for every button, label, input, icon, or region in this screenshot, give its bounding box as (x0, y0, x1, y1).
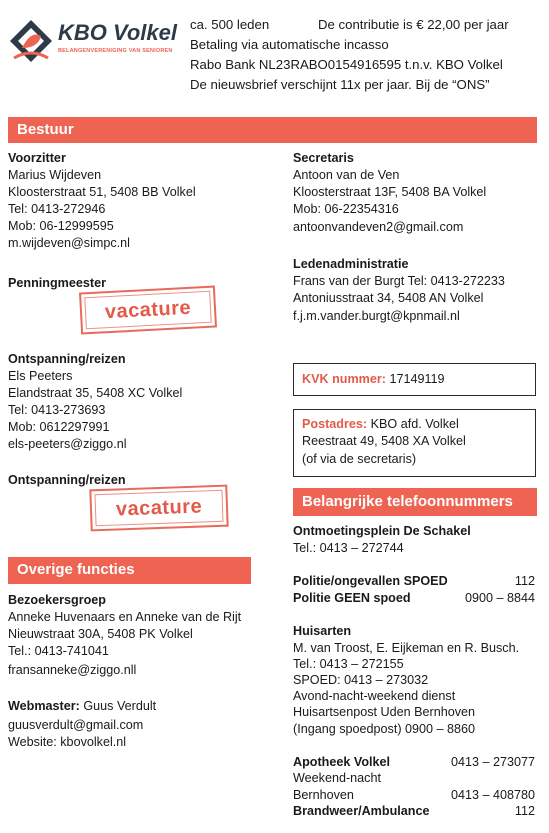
telefoon-header: Belangrijke telefoonnummers (293, 488, 537, 516)
huisarts-dienst: Avond-nacht-weekend dienst (293, 689, 456, 703)
leden-name-tel: Frans van der Burgt Tel: 0413-272233 (293, 274, 505, 288)
bezoekers-address: Nieuwstraat 30A, 5408 PK Volkel (8, 627, 193, 641)
apotheek-label: Apotheek Volkel (293, 755, 391, 769)
bezoekers-tel: Tel.: 0413-741041 (8, 644, 109, 658)
vacature-stamp (79, 285, 217, 334)
huisarts-ingang: (Ingang spoedpost) 0900 – 8860 (293, 722, 476, 736)
logo (8, 18, 188, 68)
logo-name: KBO Volkel (58, 20, 177, 45)
bernhoven-label: Bernhoven (293, 788, 354, 802)
ontspanning1-tel: Tel: 0413-273693 (8, 403, 106, 417)
vacature-stamp-text: vacature (104, 296, 192, 324)
apotheek-weekend: Weekend-nacht (293, 771, 381, 785)
secretaris-name: Antoon van de Ven (293, 168, 400, 182)
header-nieuwsbrief: De nieuwsbrief verschijnt 11x per jaar. Bij de “ONS” (190, 77, 490, 92)
bezoekers-email[interactable]: fransanneke@ziggo.nll (8, 663, 137, 677)
politie-spoed-num: 112 (514, 574, 535, 588)
vacature-stamp-text: vacature (115, 495, 203, 521)
kvk-box (293, 363, 536, 396)
bernhoven-num: 0413 – 408780 (450, 788, 535, 802)
webmaster-name: Guus Verdult (83, 699, 157, 713)
huisarts-title: Huisarten (293, 624, 352, 638)
huisarts-spoed: SPOED: 0413 – 273032 (293, 673, 429, 687)
voorzitter-tel: Tel: 0413-272946 (8, 202, 106, 216)
postadres-label: Postadres: (302, 417, 368, 431)
bestuur-header: Bestuur (8, 117, 537, 143)
brandweer-num: 112 (514, 804, 535, 818)
webmaster-role: Webmaster: (8, 699, 80, 713)
bezoekers-role: Bezoekersgroep (8, 593, 106, 607)
bezoekers-names: Anneke Huvenaars en Anneke van de Rijt (8, 610, 242, 624)
postadres-line1 (302, 416, 459, 433)
leden-address: Antoniusstraat 34, 5408 AN Volkel (293, 291, 484, 305)
voorzitter-role: Voorzitter (8, 151, 66, 165)
huisarts-tel: Tel.: 0413 – 272155 (293, 657, 404, 671)
leden-email[interactable]: f.j.m.vander.burgt@kpnmail.nl (293, 309, 460, 323)
voorzitter-email[interactable]: m.wijdeven@simpc.nl (8, 236, 130, 250)
overige-header: Overige functies (8, 557, 251, 584)
schakel-tel: Tel.: 0413 – 272744 (293, 541, 404, 555)
logo-tagline: BELANGENVERENIGING VAN SENIOREN (58, 48, 173, 54)
ontspanning1-address: Elandstraat 35, 5408 XC Volkel (8, 386, 183, 400)
secretaris-role: Secretaris (293, 151, 354, 165)
header-contributie: De contributie is € 22,00 per jaar (318, 17, 509, 32)
webmaster-website[interactable]: Website: kbovolkel.nl (8, 735, 127, 749)
kvk-label: KVK nummer: (302, 372, 386, 386)
politie-spoed-label: Politie/ongevallen SPOED (293, 574, 448, 588)
webmaster-email[interactable]: guusverdult@gmail.com (8, 718, 144, 732)
voorzitter-mob: Mob: 06-12999595 (8, 219, 114, 233)
voorzitter-name: Marius Wijdeven (8, 168, 102, 182)
header-bank: Rabo Bank NL23RABO0154916595 t.n.v. KBO Volkel (190, 57, 503, 72)
politie-geen-label: Politie GEEN spoed (293, 591, 411, 605)
header-incasso: Betaling via automatische incasso (190, 37, 389, 52)
secretaris-address: Kloosterstraat 13F, 5408 BA Volkel (293, 185, 487, 199)
ontspanning1-email[interactable]: els-peeters@ziggo.nl (8, 437, 127, 451)
ontspanning1-mob: Mob: 0612297991 (8, 420, 110, 434)
leden-role: Ledenadministratie (293, 257, 409, 271)
postadres-box (293, 409, 536, 477)
kbo-logo-icon (8, 18, 54, 68)
header-leden: ca. 500 leden (190, 17, 270, 32)
vacature-stamp (89, 485, 228, 532)
postadres-line2: Reestraat 49, 5408 XA Volkel (302, 434, 466, 448)
schakel-name: Ontmoetingsplein De Schakel (293, 524, 471, 538)
ontspanning1-role: Ontspanning/reizen (8, 352, 126, 366)
huisarts-post: Huisartsenpost Uden Bernhoven (293, 705, 476, 719)
kvk-line (302, 371, 445, 388)
ontspanning1-name: Els Peeters (8, 369, 73, 383)
voorzitter-address: Kloosterstraat 51, 5408 BB Volkel (8, 185, 196, 199)
postadres-line3: (of via de secretaris) (302, 452, 417, 466)
penningmeester-role: Penningmeester (8, 276, 106, 290)
kvk-value: 17149119 (389, 372, 445, 386)
brandweer-label: Brandweer/Ambulance (293, 804, 430, 818)
postadres-value: KBO afd. Volkel (370, 417, 459, 431)
secretaris-mob: Mob: 06-22354316 (293, 202, 399, 216)
ontspanning2-role: Ontspanning/reizen (8, 473, 126, 487)
secretaris-email[interactable]: antoonvandeven2@gmail.com (293, 220, 464, 234)
huisarts-names: M. van Troost, E. Eijkeman en R. Busch. (293, 641, 520, 655)
politie-geen-num: 0900 – 8844 (464, 591, 535, 605)
webmaster-line (8, 698, 156, 715)
apotheek-num: 0413 – 273077 (450, 755, 535, 769)
